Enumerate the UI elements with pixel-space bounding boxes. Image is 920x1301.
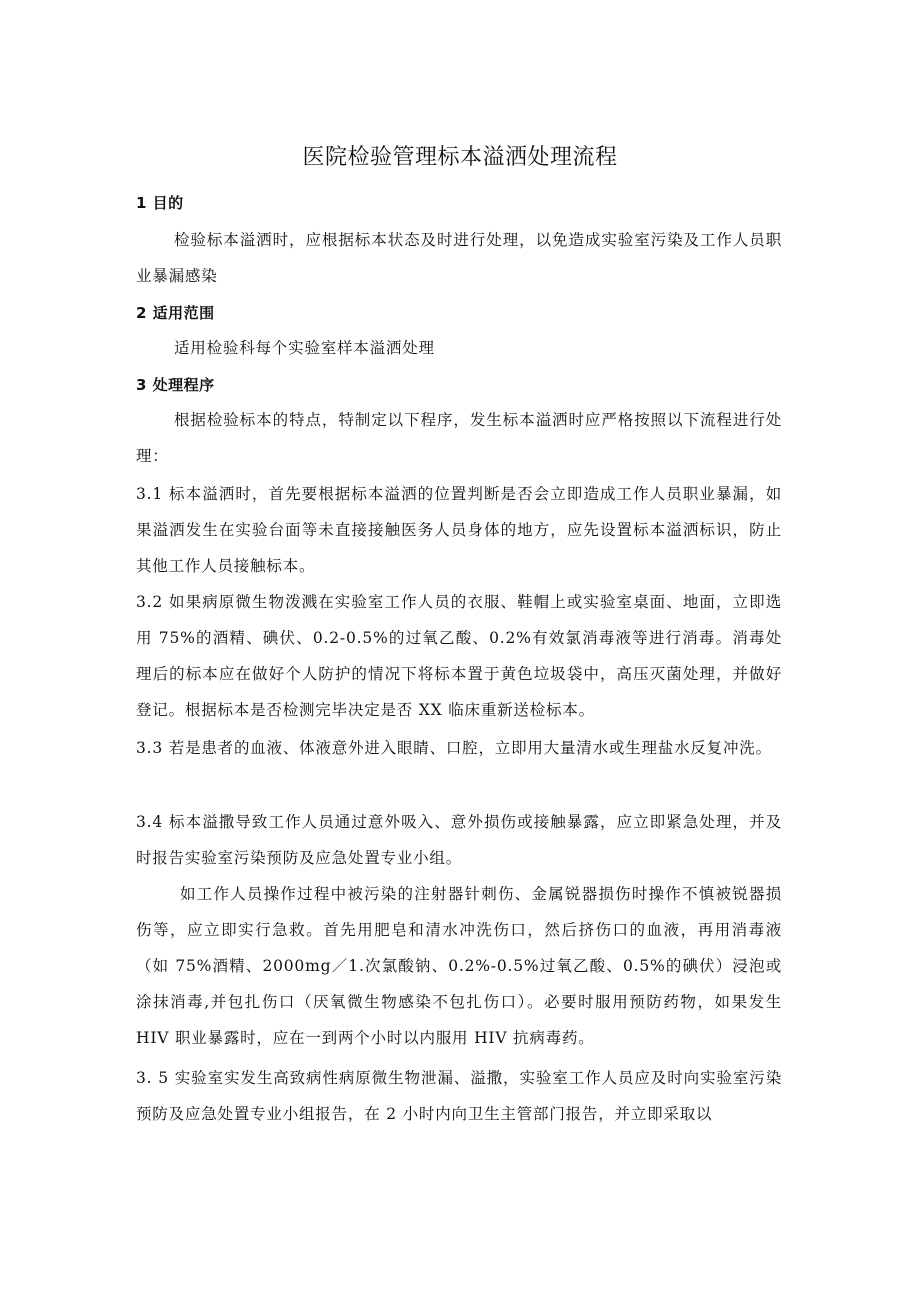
procedure-step-3-1: 3.1 标本溢洒时，首先要根据标本溢洒的位置判断是否会立即造成工作人员职业暴漏，如果溢洒发生在实验台面等未直接接触医务人员身体的地方，应先设置标本溢洒标识，防止其他工作人员接触标本。 [136,485,782,575]
procedure-step-3-4-detail: 如工作人员操作过程中被污染的注射器针刺伤、金属锐器损伤时操作不慎被锐器损伤等，应立即实行急救。首先用肥皂和清水冲洗伤口，然后挤伤口的血液，再用消毒液（如 75%酒精、2000mg／1.次氯酸钠、0.2%-0.5%过氧乙酸、0.5%的碘伏）浸泡或涂抹消毒,并包扎伤口（厌氧微生物感染不包扎伤口）。必要时服用预防药物，如果发生 HIV 职业暴露时，应在一到两个小时以内服用 HIV 抗病毒药。 [136,885,782,1047]
section-heading-scope: 2 适用范围 [136,304,215,322]
purpose-text: 检验标本溢洒时，应根据标本状态及时进行处理，以免造成实验室污染及工作人员职业暴漏感染 [136,231,782,285]
procedure-step-3-3: 3.3 若是患者的血液、体液意外进入眼睛、口腔，立即用大量清水或生理盐水反复冲洗。 [136,739,772,757]
section-heading-procedure: 3 处理程序 [136,376,215,394]
procedure-intro: 根据检验标本的特点，特制定以下程序，发生标本溢洒时应严格按照以下流程进行处理： [136,411,782,465]
procedure-step-3-5: 3. 5 实验室实发生高致病性病原微生物泄漏、溢撒，实验室工作人员应及时向实验室污染预防及应急处置专业小组报告，在 2 小时内向卫生主管部门报告，并立即采取以 [136,1069,782,1123]
procedure-step-3-4: 3.4 标本溢撒导致工作人员通过意外吸入、意外损伤或接触暴露，应立即紧急处理，并及时报告实验室污染预防及应急处置专业小组。 [136,813,782,867]
page-title: 医院检验管理标本溢洒处理流程 [302,145,618,170]
procedure-step-3-2: 3.2 如果病原微生物泼溅在实验室工作人员的衣服、鞋帽上或实验室桌面、地面，立即选用 75%的酒精、碘伏、0.2-0.5%的过氧乙酸、0.2%有效氯消毒液等进行消毒。消毒处理后的标本应在做好个人防护的情况下将标本置于黄色垃圾袋中，高压灭菌处理，并做好登记。根据标本是否检测完毕决定是否 XX 临床重新送检标本。 [136,593,782,719]
section-heading-purpose: 1 目的 [136,194,184,212]
scope-text: 适用检验科每个实验室样本溢洒处理 [174,339,435,357]
